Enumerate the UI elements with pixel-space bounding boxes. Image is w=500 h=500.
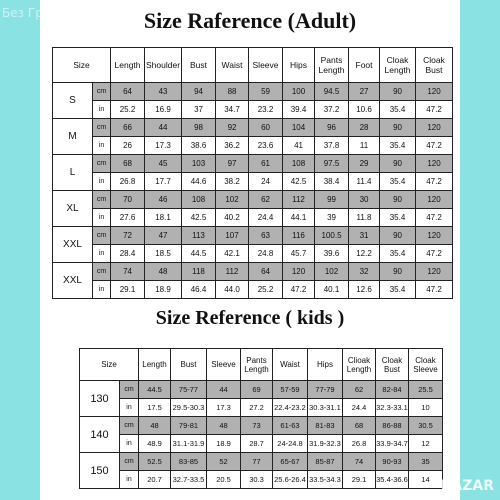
table-cell: 94 (182, 83, 216, 101)
adult-size-title: Size Raference (Adult) (143, 8, 357, 33)
table-cell: 45.7 (283, 245, 315, 263)
table-cell: 120 (416, 263, 453, 281)
table-cell: 94.5 (315, 83, 349, 101)
header-row (53, 48, 453, 83)
table-cell: 72 (111, 227, 145, 245)
table-cell: 47.2 (416, 137, 453, 155)
table-cell: 37.2 (315, 101, 349, 119)
table-cell: 24-24.8 (273, 435, 308, 453)
table-cell: 85-87 (308, 453, 343, 471)
table-row (53, 281, 453, 299)
table-cell: 36.2 (216, 137, 249, 155)
column-header: Length (139, 349, 171, 381)
table-cell: 41 (283, 137, 315, 155)
table-cell: 102 (315, 263, 349, 281)
unit-label: in (93, 281, 111, 299)
table-cell: 44.1 (283, 209, 315, 227)
table-cell: 103 (182, 155, 216, 173)
adult-size-table (52, 47, 453, 299)
table-cell: 47.2 (416, 173, 453, 191)
table-cell: 32.3-33.1 (376, 399, 409, 417)
table-cell: 23.6 (249, 137, 283, 155)
table-cell: 59 (249, 83, 283, 101)
table-cell: 31.1-31.9 (171, 435, 207, 453)
table-cell: 44.0 (216, 281, 249, 299)
size-label: 140 (80, 417, 120, 453)
column-header: Hips (283, 48, 315, 83)
table-cell: 26.8 (111, 173, 145, 191)
table-cell: 30.3-31.1 (308, 399, 343, 417)
table-cell: 82-84 (376, 381, 409, 399)
table-cell: 70 (111, 191, 145, 209)
table-cell: 98 (182, 119, 216, 137)
table-cell: 31.9-32.3 (308, 435, 343, 453)
table-cell: 12.2 (349, 245, 380, 263)
table-cell: 108 (283, 155, 315, 173)
table-cell: 35.4 (380, 101, 416, 119)
table-cell: 44.5 (182, 245, 216, 263)
table-cell: 88 (216, 83, 249, 101)
table-cell: 46 (145, 191, 182, 209)
table-cell: 11.4 (349, 173, 380, 191)
table-cell: 35.4-36.6 (376, 471, 409, 489)
table-cell: 48.9 (139, 435, 171, 453)
table-cell: 90-93 (376, 453, 409, 471)
table-cell: 120 (416, 119, 453, 137)
table-cell: 47.2 (416, 245, 453, 263)
size-label: 150 (80, 453, 120, 489)
table-cell: 64 (111, 83, 145, 101)
table-cell: 107 (216, 227, 249, 245)
table-cell: 57-59 (273, 381, 308, 399)
table-cell: 66 (111, 119, 145, 137)
table-row (80, 471, 443, 489)
column-header: Shoulder (145, 48, 182, 83)
table-cell: 11.8 (349, 209, 380, 227)
unit-label: in (120, 471, 139, 489)
size-label: S (53, 83, 93, 119)
table-cell: 26 (111, 137, 145, 155)
table-row (53, 209, 453, 227)
size-label: L (53, 155, 93, 191)
table-cell: 47 (145, 227, 182, 245)
unit-label: cm (120, 453, 139, 471)
table-cell: 35 (409, 453, 443, 471)
table-cell: 27.6 (111, 209, 145, 227)
table-cell: 35.4 (380, 209, 416, 227)
table-cell: 39 (315, 209, 349, 227)
table-cell: 25.2 (111, 101, 145, 119)
unit-label: cm (93, 191, 111, 209)
table-cell: 18.9 (207, 435, 241, 453)
table-cell: 61 (249, 155, 283, 173)
table-cell: 90 (380, 263, 416, 281)
column-header: Waist (216, 48, 249, 83)
table-cell: 79-81 (171, 417, 207, 435)
table-cell: 44 (145, 119, 182, 137)
table-cell: 17.5 (139, 399, 171, 417)
table-cell: 48 (145, 263, 182, 281)
table-row (53, 173, 453, 191)
table-cell: 39.4 (283, 101, 315, 119)
table-cell: 52 (207, 453, 241, 471)
table-cell: 39.6 (315, 245, 349, 263)
table-row (53, 227, 453, 245)
table-cell: 17.3 (207, 399, 241, 417)
size-label: XL (53, 191, 93, 227)
table-cell: 77 (241, 453, 273, 471)
bazar-logo: BAZAR (440, 478, 494, 494)
table-cell: 65-67 (273, 453, 308, 471)
unit-label: in (93, 137, 111, 155)
table-cell: 27.2 (241, 399, 273, 417)
table-cell: 47.2 (416, 101, 453, 119)
column-header: Hips (308, 349, 343, 381)
table-cell: 16.9 (145, 101, 182, 119)
table-cell: 17.3 (145, 137, 182, 155)
table-row (80, 417, 443, 435)
table-cell: 22.4-23.2 (273, 399, 308, 417)
column-header: Cloak Sleeve (409, 349, 443, 381)
table-cell: 12.6 (349, 281, 380, 299)
table-cell: 120 (283, 263, 315, 281)
table-cell: 35.4 (380, 173, 416, 191)
table-cell: 24.4 (249, 209, 283, 227)
unit-label: cm (93, 119, 111, 137)
column-header: Foot (349, 48, 380, 83)
table-cell: 120 (416, 155, 453, 173)
unit-label: cm (93, 227, 111, 245)
table-cell: 74 (111, 263, 145, 281)
column-header: Waist (273, 349, 308, 381)
table-cell: 86-88 (376, 417, 409, 435)
column-header: Sleeve (249, 48, 283, 83)
table-cell: 47.2 (416, 281, 453, 299)
table-cell: 32 (349, 263, 380, 281)
table-cell: 60 (249, 119, 283, 137)
table-cell: 35.4 (380, 281, 416, 299)
table-cell: 81-83 (308, 417, 343, 435)
table-cell: 37.8 (315, 137, 349, 155)
table-cell: 116 (283, 227, 315, 245)
table-cell: 24.4 (343, 399, 376, 417)
unit-label: in (93, 173, 111, 191)
table-cell: 90 (380, 83, 416, 101)
unit-label: in (120, 399, 139, 417)
table-row (80, 381, 443, 399)
table-cell: 25.2 (249, 281, 283, 299)
table-cell: 69 (241, 381, 273, 399)
table-cell: 38.6 (182, 137, 216, 155)
column-header: Cloak Length (380, 48, 416, 83)
table-cell: 31 (349, 227, 380, 245)
column-header: Sleeve (207, 349, 241, 381)
table-cell: 24.8 (249, 245, 283, 263)
table-cell: 17.7 (145, 173, 182, 191)
table-cell: 120 (416, 191, 453, 209)
table-cell: 18.1 (145, 209, 182, 227)
table-cell: 90 (380, 191, 416, 209)
table-cell: 62 (343, 381, 376, 399)
size-label: M (53, 119, 93, 155)
table-cell: 48 (207, 417, 241, 435)
table-cell: 46.4 (182, 281, 216, 299)
table-cell: 43 (145, 83, 182, 101)
table-cell: 44.6 (182, 173, 216, 191)
table-row (53, 83, 453, 101)
table-cell: 20.7 (139, 471, 171, 489)
column-header: Pants Length (315, 48, 349, 83)
table-cell: 45 (145, 155, 182, 173)
table-cell: 29.1 (111, 281, 145, 299)
table-cell: 48 (139, 417, 171, 435)
table-cell: 40.2 (216, 209, 249, 227)
table-cell: 10.6 (349, 101, 380, 119)
size-label: XXL (53, 263, 93, 299)
table-row (80, 453, 443, 471)
table-cell: 20.5 (207, 471, 241, 489)
table-cell: 68 (111, 155, 145, 173)
size-label: XXL (53, 227, 93, 263)
unit-label: in (120, 435, 139, 453)
table-cell: 90 (380, 119, 416, 137)
table-cell: 112 (216, 263, 249, 281)
table-cell: 18.9 (145, 281, 182, 299)
size-column-header: Size (80, 349, 139, 381)
table-cell: 34.7 (216, 101, 249, 119)
table-row (53, 101, 453, 119)
column-header: Pants Length (241, 349, 273, 381)
unit-label: cm (93, 263, 111, 281)
table-row (80, 435, 443, 453)
table-cell: 68 (343, 417, 376, 435)
column-header: Bust (182, 48, 216, 83)
table-cell: 29 (349, 155, 380, 173)
table-cell: 35.4 (380, 137, 416, 155)
table-cell: 23.2 (249, 101, 283, 119)
table-row (53, 245, 453, 263)
watermark-text: Без Граница Базар (2, 6, 123, 20)
table-cell: 52.5 (139, 453, 171, 471)
table-cell: 30.3 (241, 471, 273, 489)
table-cell: 62 (249, 191, 283, 209)
table-cell: 10 (409, 399, 443, 417)
table-cell: 96 (315, 119, 349, 137)
column-header: Bust (171, 349, 207, 381)
table-cell: 100.5 (315, 227, 349, 245)
table-row (80, 399, 443, 417)
table-cell: 28.4 (111, 245, 145, 263)
table-cell: 75-77 (171, 381, 207, 399)
table-cell: 42.5 (182, 209, 216, 227)
table-cell: 92 (216, 119, 249, 137)
table-row (53, 155, 453, 173)
table-cell: 18.5 (145, 245, 182, 263)
table-cell: 11 (349, 137, 380, 155)
table-cell: 29.5-30.3 (171, 399, 207, 417)
table-cell: 32.7-33.5 (171, 471, 207, 489)
table-cell: 90 (380, 155, 416, 173)
table-cell: 113 (182, 227, 216, 245)
unit-label: in (93, 101, 111, 119)
table-cell: 61-63 (273, 417, 308, 435)
table-cell: 25.5 (409, 381, 443, 399)
table-cell: 118 (182, 263, 216, 281)
table-cell: 37 (182, 101, 216, 119)
size-column-header: Size (53, 48, 111, 83)
table-cell: 100 (283, 83, 315, 101)
table-cell: 33.9-34.7 (376, 435, 409, 453)
table-row (53, 263, 453, 281)
table-cell: 74 (343, 453, 376, 471)
table-cell: 102 (216, 191, 249, 209)
table-row (53, 191, 453, 209)
table-cell: 28.7 (241, 435, 273, 453)
size-label: 130 (80, 381, 120, 417)
table-cell: 104 (283, 119, 315, 137)
table-cell: 12 (409, 435, 443, 453)
table-cell: 30.5 (409, 417, 443, 435)
kids-size-title: Size Reference ( kids ) (155, 307, 345, 329)
table-cell: 24 (249, 173, 283, 191)
table-cell: 120 (416, 83, 453, 101)
unit-label: in (93, 209, 111, 227)
kids-size-table (79, 348, 443, 489)
unit-label: in (93, 245, 111, 263)
table-cell: 28 (349, 119, 380, 137)
table-cell: 97.5 (315, 155, 349, 173)
column-header: Length (111, 48, 145, 83)
table-cell: 63 (249, 227, 283, 245)
table-cell: 35.4 (380, 245, 416, 263)
table-cell: 40.1 (315, 281, 349, 299)
column-header: Clioak Length (343, 349, 376, 381)
table-cell: 27 (349, 83, 380, 101)
table-cell: 47.2 (416, 209, 453, 227)
table-cell: 83-85 (171, 453, 207, 471)
table-cell: 29.1 (343, 471, 376, 489)
table-cell: 25.6-26.4 (273, 471, 308, 489)
unit-label: cm (120, 417, 139, 435)
table-cell: 99 (315, 191, 349, 209)
table-cell: 42.1 (216, 245, 249, 263)
table-cell: 38.4 (315, 173, 349, 191)
column-header: Cloak Bust (416, 48, 453, 83)
table-cell: 47.2 (283, 281, 315, 299)
table-cell: 44.5 (139, 381, 171, 399)
table-cell: 77-79 (308, 381, 343, 399)
table-cell: 97 (216, 155, 249, 173)
unit-label: cm (120, 381, 139, 399)
table-cell: 30 (349, 191, 380, 209)
table-cell: 26.8 (343, 435, 376, 453)
table-cell: 42.5 (283, 173, 315, 191)
unit-label: cm (93, 83, 111, 101)
table-cell: 64 (249, 263, 283, 281)
table-cell: 120 (416, 227, 453, 245)
table-row (53, 137, 453, 155)
column-header: Cloak Bust (376, 349, 409, 381)
table-cell: 44 (207, 381, 241, 399)
table-cell: 112 (283, 191, 315, 209)
table-cell: 33.5-34.3 (308, 471, 343, 489)
table-cell: 38.2 (216, 173, 249, 191)
table-cell: 90 (380, 227, 416, 245)
table-cell: 73 (241, 417, 273, 435)
table-cell: 14 (409, 471, 443, 489)
header-row (80, 349, 443, 381)
table-cell: 108 (182, 191, 216, 209)
unit-label: cm (93, 155, 111, 173)
table-row (53, 119, 453, 137)
